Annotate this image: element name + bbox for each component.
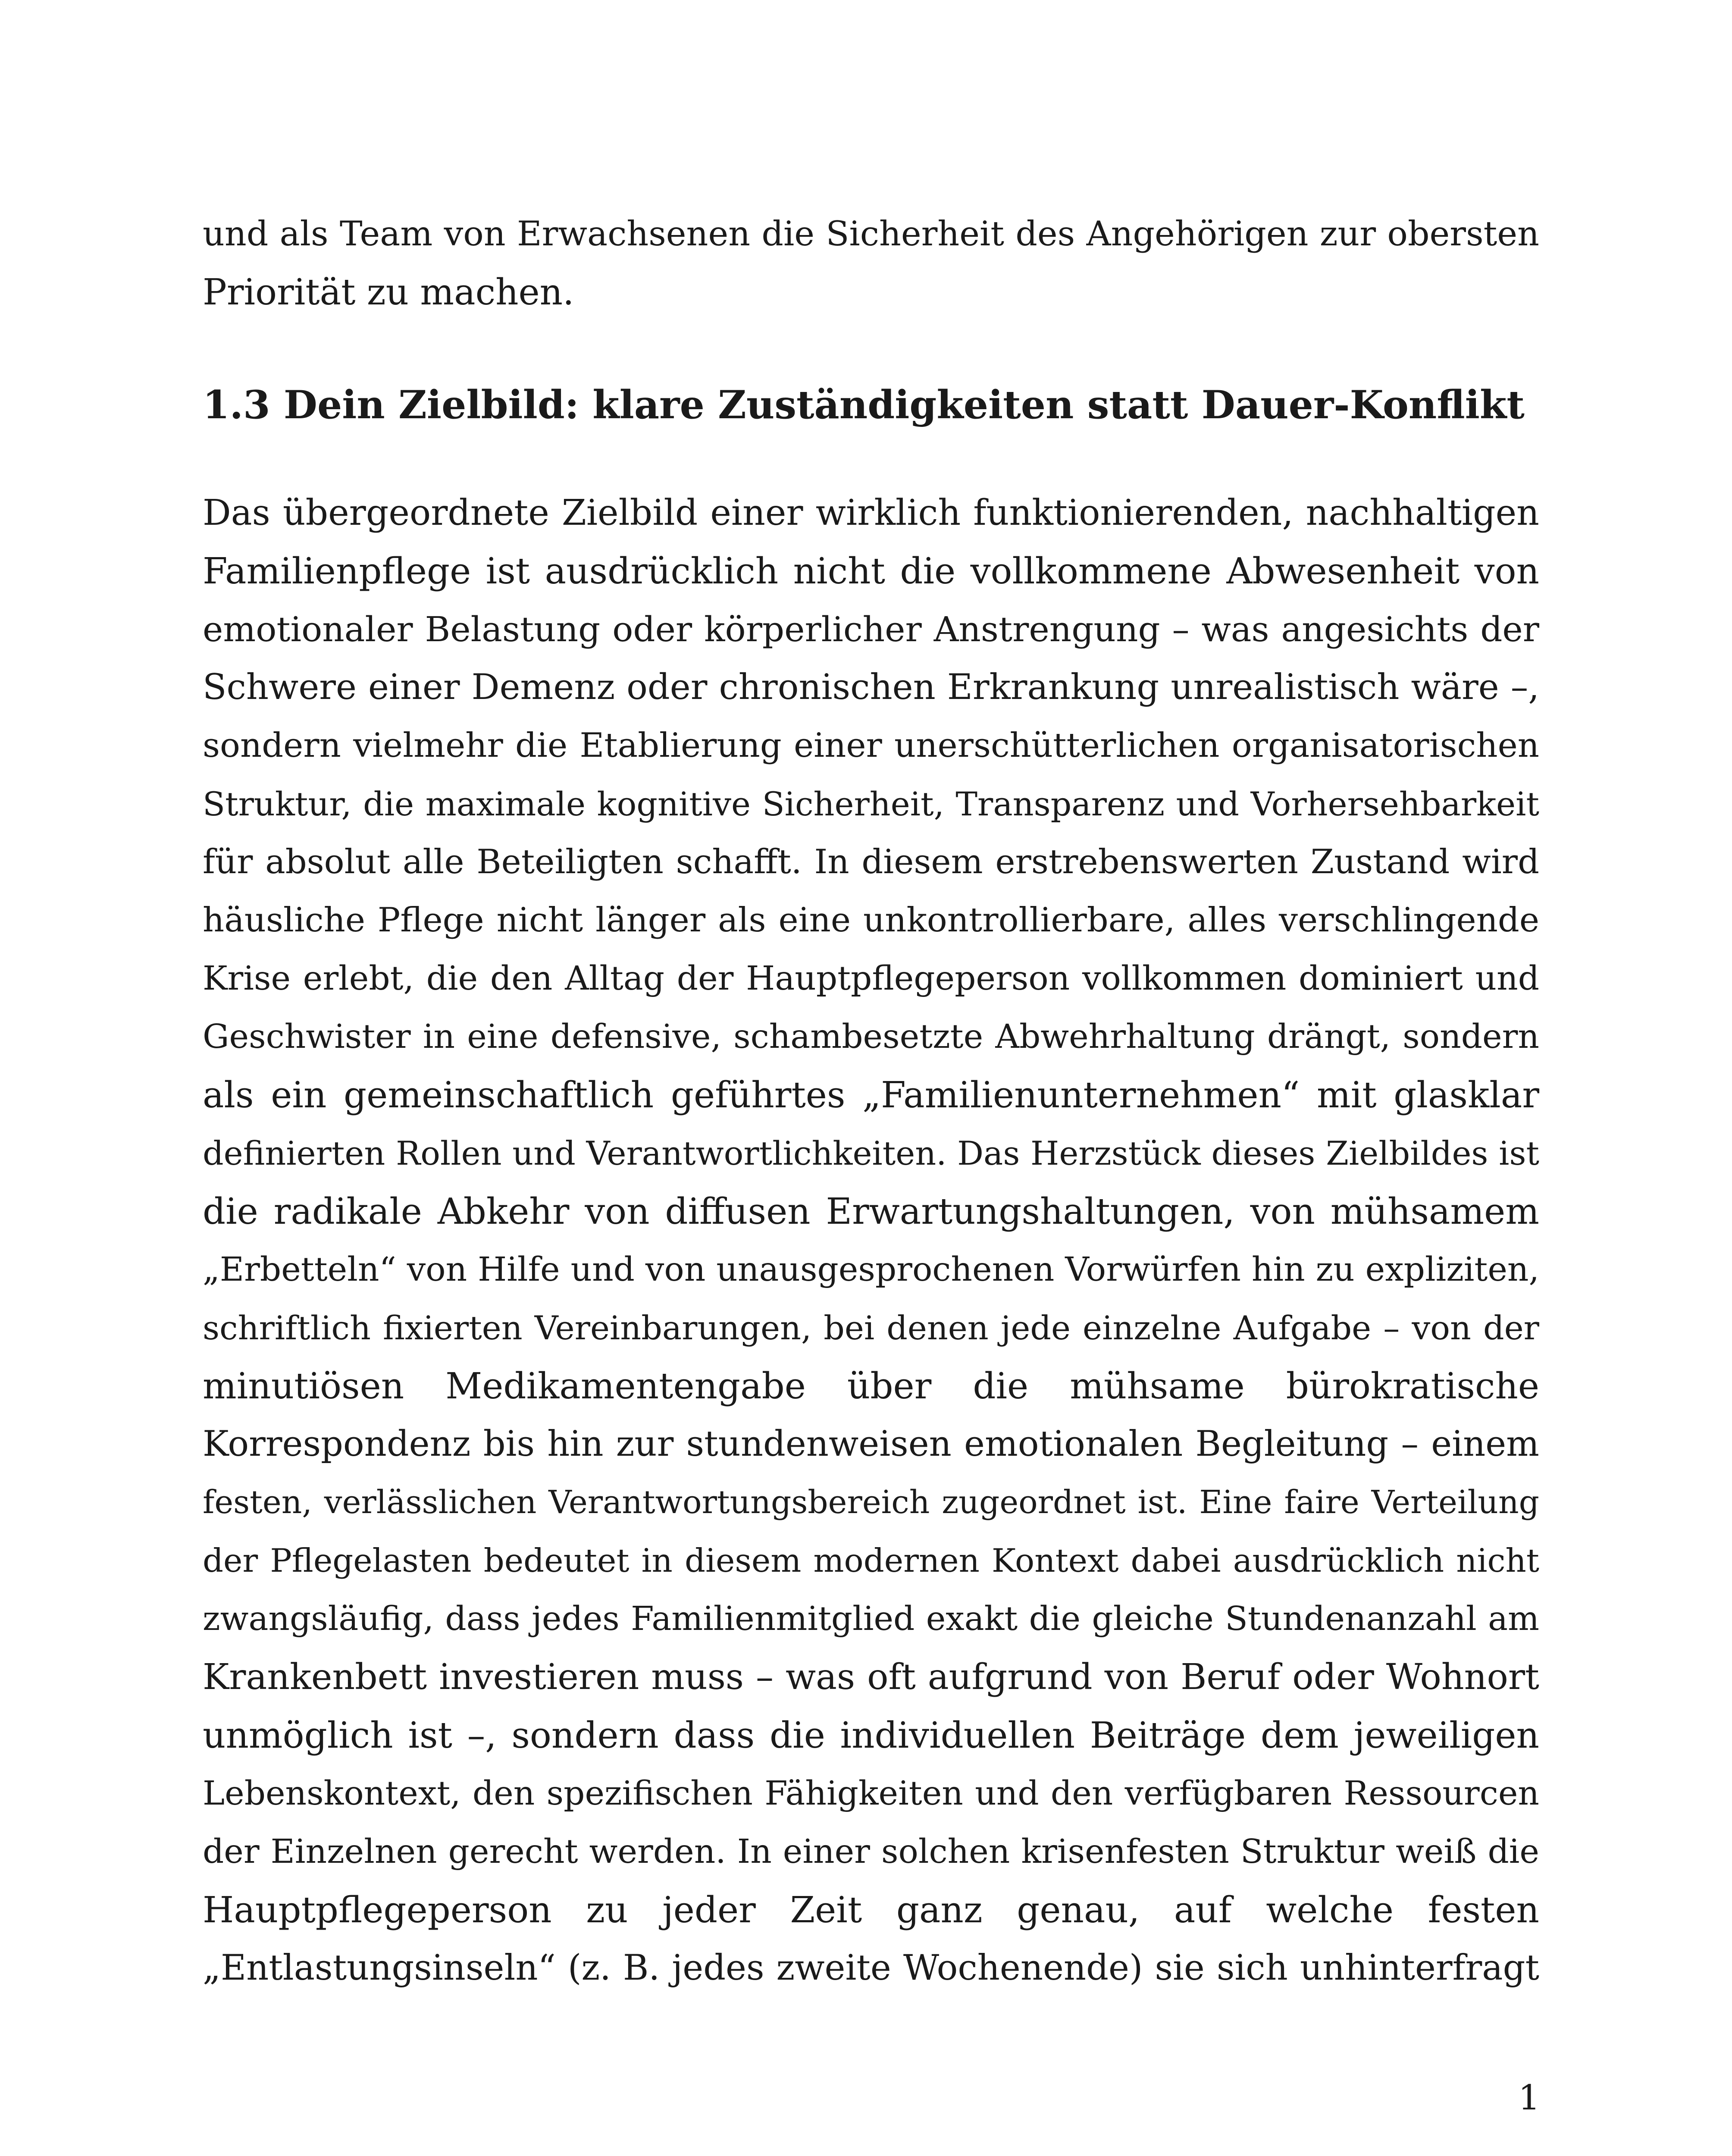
text-line: schriftlich fixierten Vereinbarungen, bei denen jede einzelne Aufgabe – von der (203, 1309, 1539, 1347)
text-line: Lebenskontext, den spezifischen Fähigkeiten und den verfügbaren Ressourcen (203, 1774, 1539, 1813)
text-line: die radikale Abkehr von diffusen Erwartungshaltungen, von mühsamem (203, 1191, 1539, 1232)
body-paragraph (203, 484, 1539, 1997)
text-line: minutiösen Medikamentengabe über die mühsame bürokratische (203, 1365, 1539, 1407)
page-content (203, 205, 1539, 1997)
text-line: Das übergeordnete Zielbild einer wirklich funktionierenden, nachhaltigen (203, 492, 1539, 533)
text-line: als ein gemeinschaftlich geführtes „Familienunternehmen“ mit glasklar (203, 1074, 1539, 1116)
text-line: und als Team von Erwachsenen die Sicherheit des Angehörigen zur obersten (203, 214, 1539, 254)
text-line: definierten Rollen und Verantwortlichkeiten. Das Herzstück dieses Zielbildes ist (203, 1134, 1539, 1172)
text-line: für absolut alle Beteiligten schafft. In diesem erstrebenswerten Zustand wird (203, 843, 1539, 881)
page-number: 1 (1518, 2078, 1540, 2118)
text-line: „Erbetteln“ von Hilfe und von unausgesprochenen Vorwürfen hin zu expliziten, (203, 1250, 1539, 1289)
text-line: Priorität zu machen. (203, 271, 574, 313)
intro-paragraph (203, 205, 1539, 321)
text-line: sondern vielmehr die Etablierung einer unerschütterlichen organisatorischen (203, 726, 1539, 765)
text-line: Schwere einer Demenz oder chronischen Erkrankung unrealistisch wäre –, (203, 667, 1539, 708)
text-line: Korrespondenz bis hin zur stundenweisen emotionalen Begleitung – einem (203, 1424, 1539, 1464)
text-line: Geschwister in eine defensive, schambesetzte Abwehrhaltung drängt, sondern (203, 1018, 1539, 1056)
text-line: unmöglich ist –, sondern dass die individuellen Beiträge dem jeweiligen (203, 1714, 1539, 1756)
text-line: der Pflegelasten bedeutet in diesem modernen Kontext dabei ausdrücklich nicht (203, 1542, 1539, 1579)
section-heading: 1.3 Dein Zielbild: klare Zuständigkeiten statt Dauer-Konflikt (203, 382, 1525, 428)
text-line: Struktur, die maximale kognitive Sicherheit, Transparenz und Vorhersehbarkeit (203, 785, 1539, 823)
text-line: Familienpflege ist ausdrücklich nicht die vollkommene Abwesenheit von (203, 550, 1539, 592)
text-line: der Einzelnen gerecht werden. In einer solchen krisenfesten Struktur weiß die (203, 1833, 1539, 1871)
text-line: Hauptpflegeperson zu jeder Zeit ganz genau, auf welche festen (203, 1889, 1539, 1931)
text-line: zwangsläufig, dass jedes Familienmitglied exakt die gleiche Stundenanzahl am (203, 1600, 1539, 1638)
text-line: emotionaler Belastung oder körperlicher Anstrengung – was angesichts der (203, 609, 1539, 649)
text-line: Krise erlebt, die den Alltag der Hauptpflegeperson vollkommen dominiert und (203, 959, 1539, 998)
text-line: „Entlastungsinseln“ (z. B. jedes zweite Wochenende) sie sich unhinterfragt (203, 1948, 1539, 1988)
text-line: Krankenbett investieren muss – was oft aufgrund von Beruf oder Wohnort (203, 1657, 1539, 1698)
text-line: festen, verlässlichen Verantwortungsbereich zugeordnet ist. Eine faire Verteilung (203, 1484, 1539, 1521)
text-line: häusliche Pflege nicht länger als eine unkontrollierbare, alles verschlingende (203, 901, 1539, 940)
